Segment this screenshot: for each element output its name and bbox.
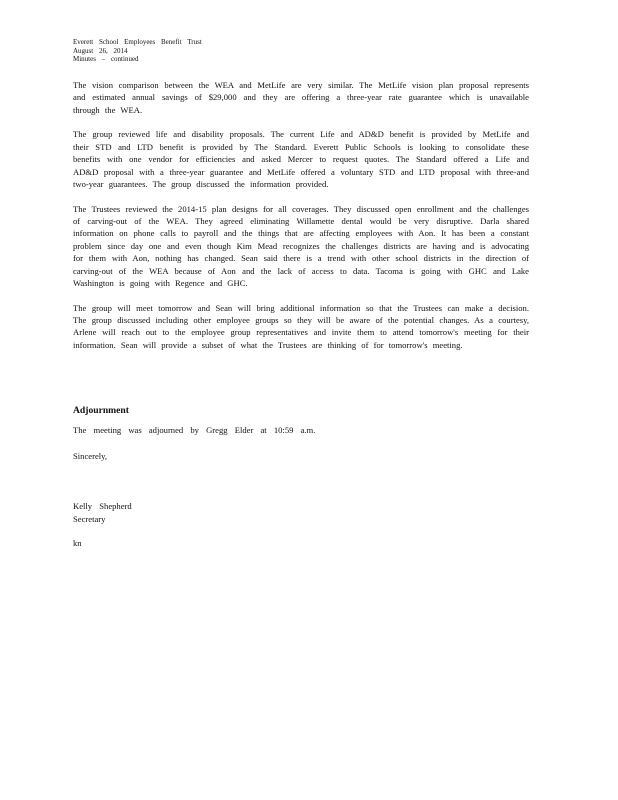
signer-title: Secretary xyxy=(73,514,106,524)
paragraph-vision: The vision comparison between the WEA and MetLife are very similar. The MetLife vision plan proposal represents and estimated annual savings of $29,000 and they are offering a three-year rate guarantee which is unavailable through the WEA. xyxy=(73,80,529,115)
header-date: August 26, 2014 xyxy=(73,46,128,55)
paragraph-life-disability: The group reviewed life and disability proposals. The current Life and AD&D benefit is provided by MetLife and their STD and LTD benefit is provided by The Standard. Everett Public Schools is looking to consolidate these benefits with one vendor for efficiencies and asked Mercer to request quotes. The Standard offered a Life and AD&D proposal with a three-year guarantee and MetLife offered a voluntary STD and LTD proposal with three-and two-year guarantees. The group discussed the information provided. xyxy=(73,129,529,190)
paragraph-plan-designs: The Trustees reviewed the 2014-15 plan designs for all coverages. They discussed open enrollment and the challenges of carving-out of the WEA. They agreed eliminating Willamette dental would be very disruptive. Darla shared information on phone calls to payroll and the things that are affecting employees with Aon. It has been a constant problem since day one and even though Kim Mead recognizes the challenges districts are having and is advocating for them with Aon, nothing has changed. Sean said there is a trend with other school districts in the direction of carving-out of the WEA because of Aon and the lack of access to data. Tacoma is going with GHC and Lake Washington is going with Regence and GHC. xyxy=(73,203,529,289)
header-continued: Minutes – continued xyxy=(73,55,139,64)
signer-name: Kelly Shepherd xyxy=(73,501,132,511)
header-organization: Everett School Employees Benefit Trust xyxy=(73,38,202,46)
adjournment-text: The meeting was adjourned by Gregg Elder at 10:59 a.m. xyxy=(73,425,316,435)
paragraph-next-meeting: The group will meet tomorrow and Sean will bring additional information so that the Trustees can make a decision. The group discussed including other employee groups so they will be aware of the potential changes. As a courtesy, Arlene will reach out to the employee group representatives and invite them to attend tomorrow's meeting for their information. Sean will provide a subset of what the Trustees are thinking of for tomorrow's meeting. xyxy=(73,302,529,350)
page-header xyxy=(73,38,202,64)
typist-initials: kn xyxy=(73,538,82,548)
minutes-body xyxy=(73,79,529,351)
adjournment-heading: Adjournment xyxy=(73,405,129,416)
salutation: Sincerely, xyxy=(73,451,108,461)
